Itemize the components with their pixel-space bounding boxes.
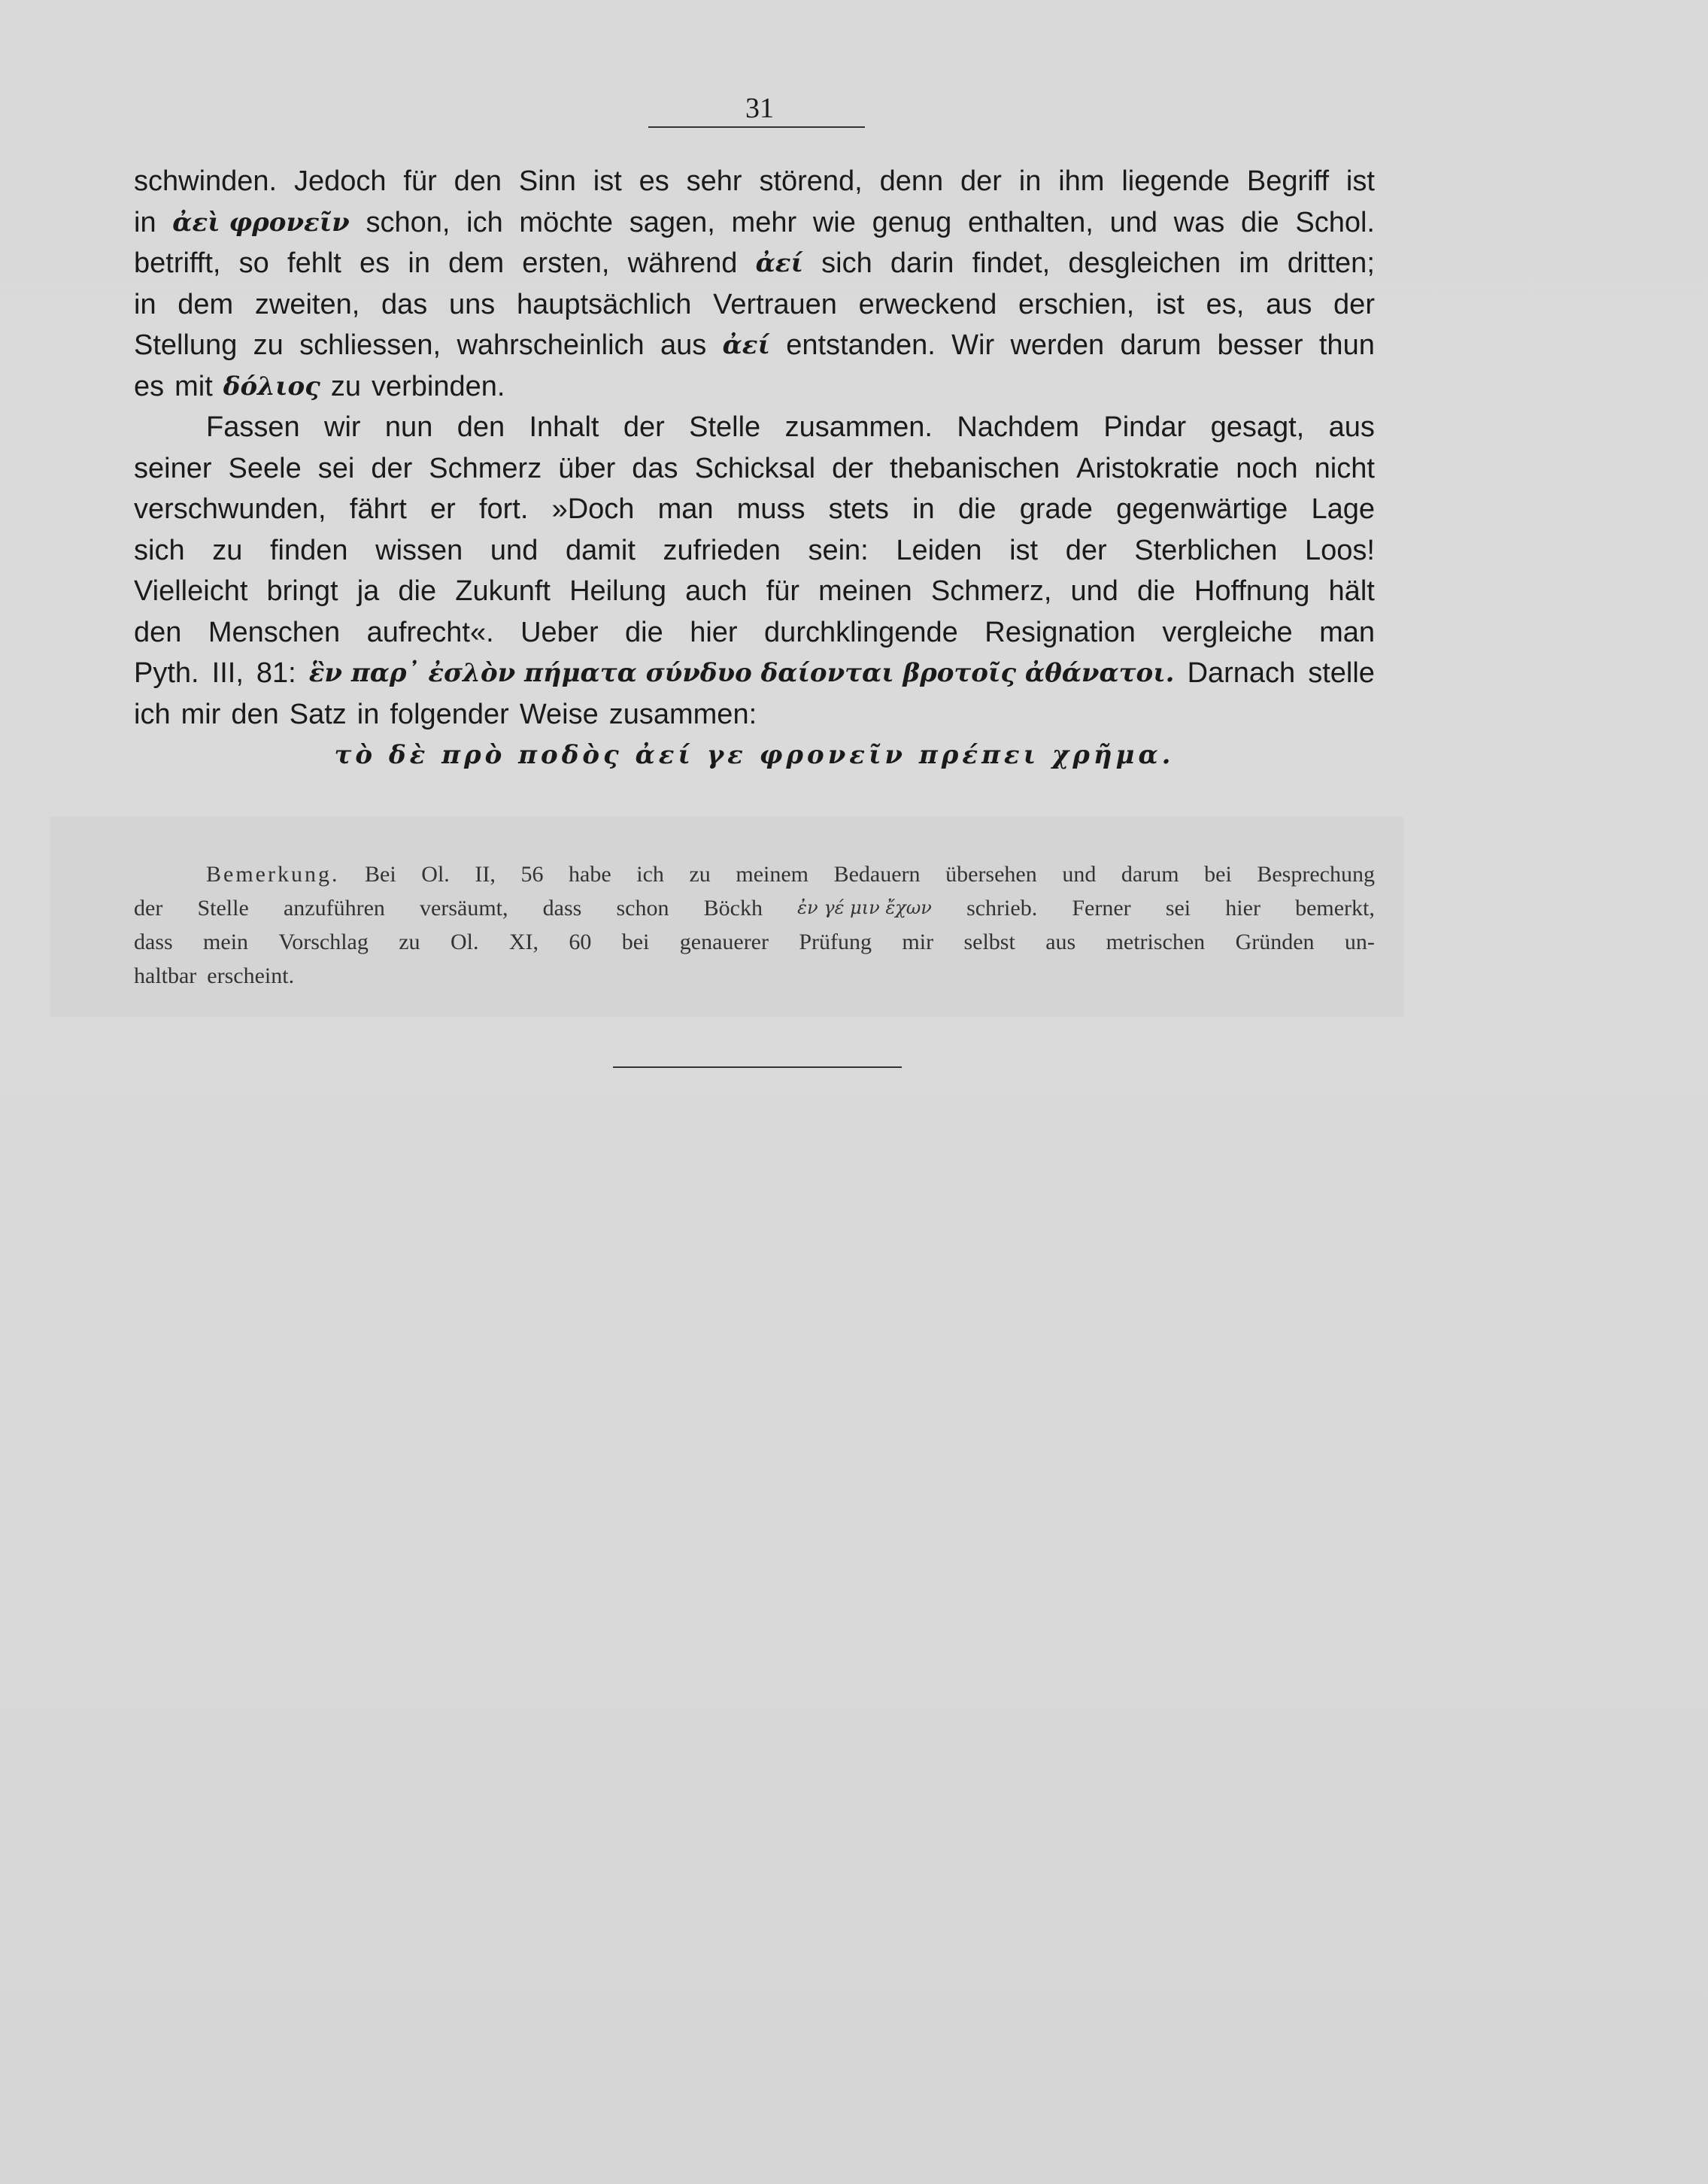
word: Vorschlag xyxy=(278,930,369,954)
word: den xyxy=(231,698,279,730)
word: und xyxy=(1109,206,1157,238)
body-line xyxy=(134,366,1375,408)
word: der xyxy=(1333,288,1375,320)
word: der xyxy=(371,452,413,484)
word: versäumt, xyxy=(420,896,508,921)
word: in xyxy=(408,247,430,279)
word: III, xyxy=(211,657,244,689)
word: die xyxy=(1240,206,1279,238)
word: ich xyxy=(134,698,171,730)
word: Gründen xyxy=(1235,930,1315,954)
word: wissen xyxy=(375,534,463,566)
word: wahrscheinlich xyxy=(457,329,645,361)
word: Stelle xyxy=(197,896,249,921)
word: 60 xyxy=(569,930,592,954)
remark-label: Bemerkung. xyxy=(206,862,340,887)
word: muss xyxy=(736,493,805,525)
word: fehlt xyxy=(287,247,341,279)
word: haltbar xyxy=(134,963,197,988)
word: habe xyxy=(569,862,611,887)
word: hauptsächlich xyxy=(516,288,692,320)
word: Resignation xyxy=(984,616,1136,648)
word: bringt xyxy=(266,575,338,607)
word: Schmerz, xyxy=(930,575,1052,607)
greek-phrase: ἐν γέ μιν ἔχων xyxy=(797,897,932,918)
word: meinen xyxy=(818,575,912,607)
word: fort. xyxy=(478,493,529,525)
word: Zukunft xyxy=(455,575,551,607)
word: Leiden xyxy=(896,534,982,566)
word: man xyxy=(1319,616,1375,648)
word: un- xyxy=(1344,930,1375,954)
word: es xyxy=(639,165,669,197)
word: für xyxy=(403,165,437,197)
word: Ol. xyxy=(450,930,479,954)
word: selbst xyxy=(963,930,1015,954)
body-line xyxy=(134,571,1375,612)
word: Stelle xyxy=(689,411,761,443)
word: uns xyxy=(449,288,496,320)
word: es, xyxy=(1206,288,1245,320)
word: seiner xyxy=(134,452,212,484)
body-line xyxy=(134,407,1375,448)
note-line xyxy=(134,891,1375,925)
word: ich xyxy=(466,206,503,238)
word: damit xyxy=(565,534,636,566)
word: und xyxy=(1070,575,1118,607)
word: es xyxy=(134,370,165,402)
word: Schicksal xyxy=(694,452,816,484)
word: in xyxy=(134,288,156,320)
word: werden xyxy=(1010,329,1105,361)
word: fährt xyxy=(349,493,407,525)
main-text xyxy=(134,161,1375,776)
word: möchte xyxy=(519,206,614,238)
word: Begriff xyxy=(1246,165,1330,197)
word: thebanischen xyxy=(890,452,1060,484)
word: Loos! xyxy=(1305,534,1375,566)
word: der xyxy=(832,452,874,484)
word: das xyxy=(632,452,678,484)
word: noch xyxy=(1236,452,1298,484)
word: Bei xyxy=(365,862,396,887)
word: betrifft, xyxy=(134,247,221,279)
word: schon, xyxy=(366,206,451,238)
word: zusammen. xyxy=(784,411,933,443)
word: ja xyxy=(356,575,380,607)
word: Pindar xyxy=(1103,411,1187,443)
word: in xyxy=(912,493,935,525)
body-line xyxy=(134,284,1375,326)
word: es xyxy=(359,247,390,279)
word: in xyxy=(134,206,156,238)
word: den xyxy=(454,165,502,197)
body-line xyxy=(134,202,1375,244)
word: und xyxy=(1062,862,1097,887)
note-line xyxy=(134,925,1375,959)
word: Bedauern xyxy=(833,862,921,887)
word: ihm xyxy=(1058,165,1105,197)
word: Wir xyxy=(951,329,995,361)
word: nicht xyxy=(1314,452,1375,484)
word: aus xyxy=(660,329,707,361)
word: ersten, xyxy=(522,247,610,279)
word: der xyxy=(1065,534,1107,566)
word: Hoffnung xyxy=(1194,575,1310,607)
word: enthalten, xyxy=(967,206,1094,238)
word: zu xyxy=(399,930,420,954)
note-line xyxy=(134,857,1375,891)
word: sei xyxy=(1165,896,1191,921)
word: mein xyxy=(203,930,249,954)
word: über xyxy=(558,452,616,484)
word: sei xyxy=(317,452,355,484)
word: in xyxy=(1018,165,1042,197)
word: die xyxy=(625,616,663,648)
word: störend, xyxy=(759,165,863,197)
word: meinem xyxy=(736,862,809,887)
word: ich xyxy=(636,862,664,887)
word: anzuführen xyxy=(283,896,385,921)
word: aus xyxy=(1328,411,1375,443)
word: Jedoch xyxy=(293,165,387,197)
word: entstanden. xyxy=(786,329,936,361)
word: Besprechung xyxy=(1257,862,1375,887)
word: hält xyxy=(1328,575,1375,607)
word: zufrieden xyxy=(663,534,781,566)
word: mehr xyxy=(731,206,797,238)
word: erweckend xyxy=(858,288,997,320)
body-line xyxy=(134,243,1375,284)
word: Lage xyxy=(1311,493,1375,525)
word: während xyxy=(627,247,738,279)
word: Böckh xyxy=(703,896,763,921)
word: dem xyxy=(177,288,234,320)
word: gegenwärtige xyxy=(1116,493,1288,525)
word: übersehen xyxy=(945,862,1037,887)
word: desgleichen xyxy=(1068,247,1221,279)
word: Fassen xyxy=(206,411,300,443)
word: Menschen xyxy=(208,616,341,648)
word: wie xyxy=(812,206,856,238)
body-line xyxy=(134,530,1375,572)
word: thun xyxy=(1318,329,1375,361)
word: II, xyxy=(475,862,496,887)
word: sich xyxy=(821,247,872,279)
word: schwinden. xyxy=(134,165,278,197)
word: Aristokratie xyxy=(1076,452,1220,484)
word: zu xyxy=(330,370,361,402)
word: in xyxy=(356,698,380,730)
word: er xyxy=(429,493,456,525)
word: grade xyxy=(1019,493,1093,525)
word: Vertrauen xyxy=(713,288,837,320)
centered-greek-line xyxy=(134,735,1375,776)
word: Seele xyxy=(228,452,302,484)
greek-phrase: ἓν παρ᾽ ἐσλὸν πήματα σύνδυο δαίονται βροτοῖς ἀθάνατοι. xyxy=(308,658,1175,688)
word: sich xyxy=(134,534,185,566)
word: bemerkt, xyxy=(1295,896,1375,921)
word: bei xyxy=(621,930,650,954)
word: und xyxy=(490,534,538,566)
word: 56 xyxy=(520,862,544,887)
word: genauerer xyxy=(679,930,769,954)
word: Stellung xyxy=(134,329,238,361)
word: so xyxy=(238,247,269,279)
word: darum xyxy=(1121,862,1179,887)
word: metrischen xyxy=(1106,930,1206,954)
word: bei xyxy=(1204,862,1232,887)
word: schon xyxy=(616,896,669,921)
word: auch xyxy=(685,575,748,607)
word: denn xyxy=(879,165,944,197)
word: findet, xyxy=(972,247,1051,279)
footnote-remark xyxy=(134,857,1375,993)
word: stets xyxy=(828,493,889,525)
word: hier xyxy=(690,616,738,648)
word: der xyxy=(134,896,163,921)
end-rule xyxy=(613,1066,902,1068)
header-rule xyxy=(648,126,865,128)
word: Nachdem xyxy=(957,411,1079,443)
word: folgender xyxy=(390,698,509,730)
word: Ferner xyxy=(1072,896,1131,921)
greek-phrase: ἀεί xyxy=(722,330,770,360)
word: sehr xyxy=(686,165,742,197)
body-line xyxy=(134,612,1375,654)
word: »Doch xyxy=(551,493,635,525)
word: das xyxy=(381,288,428,320)
word: die xyxy=(957,493,997,525)
body-line xyxy=(134,448,1375,490)
body-line xyxy=(134,325,1375,366)
word: durchklingende xyxy=(764,616,958,648)
word: genug xyxy=(872,206,952,238)
word: wir xyxy=(324,411,361,443)
word: zu xyxy=(689,862,711,887)
word: man xyxy=(657,493,714,525)
word: Vielleicht xyxy=(134,575,248,607)
word: Weise xyxy=(519,698,599,730)
word: den xyxy=(457,411,505,443)
word: Sinn xyxy=(518,165,576,197)
word: erscheint. xyxy=(207,963,295,988)
word: zusammen: xyxy=(608,698,757,730)
word: ist xyxy=(593,165,622,197)
word: dem xyxy=(448,247,505,279)
word: 81: xyxy=(256,657,296,689)
word: der xyxy=(623,411,665,443)
word: die xyxy=(398,575,437,607)
greek-phrase: δόλιος xyxy=(223,371,320,402)
word: Prüfung xyxy=(799,930,872,954)
note-line xyxy=(134,959,1375,993)
word: Satz xyxy=(289,698,347,730)
word: was xyxy=(1173,206,1225,238)
word: zu xyxy=(253,329,284,361)
word: aufrecht«. xyxy=(366,616,494,648)
word: Sterblichen xyxy=(1134,534,1278,566)
word: verschwunden, xyxy=(134,493,326,525)
word: stelle xyxy=(1308,657,1375,689)
word: zweiten, xyxy=(254,288,360,320)
word: finden xyxy=(269,534,348,566)
word: dritten; xyxy=(1287,247,1375,279)
word: besser xyxy=(1217,329,1303,361)
greek-phrase: ἀεὶ φρονεῖν xyxy=(172,207,350,238)
body-line xyxy=(134,694,1375,736)
word: Darnach xyxy=(1187,657,1296,689)
word: liegende xyxy=(1121,165,1230,197)
body-line xyxy=(134,489,1375,530)
word: zu xyxy=(212,534,243,566)
word: aus xyxy=(1266,288,1312,320)
word: nun xyxy=(384,411,433,443)
word: ist xyxy=(1345,165,1375,197)
word: dass xyxy=(542,896,582,921)
word: erschien, xyxy=(1018,288,1135,320)
word: die xyxy=(1137,575,1176,607)
greek-quotation: τὸ δὲ πρὸ ποδὸς ἀεί γε φρονεῖν πρέπει χρῆμα. xyxy=(334,740,1175,770)
word: aus xyxy=(1045,930,1076,954)
word: Pyth. xyxy=(134,657,199,689)
body-line xyxy=(134,161,1375,202)
word: schliessen, xyxy=(299,329,441,361)
word: ist xyxy=(1009,534,1039,566)
word: XI, xyxy=(508,930,538,954)
word: gesagt, xyxy=(1210,411,1305,443)
body-line xyxy=(134,653,1375,694)
word: dass xyxy=(134,930,173,954)
word: sagen, xyxy=(629,206,715,238)
word: im xyxy=(1239,247,1270,279)
word: Ueber xyxy=(520,616,599,648)
greek-phrase: ἀεί xyxy=(755,248,803,278)
word: Ol. xyxy=(421,862,450,887)
word: darin xyxy=(890,247,954,279)
word: mit xyxy=(174,370,213,402)
word: den xyxy=(134,616,182,648)
word: mir xyxy=(902,930,934,954)
word: der xyxy=(960,165,1002,197)
word: Schol. xyxy=(1295,206,1375,238)
word: Heilung xyxy=(569,575,666,607)
word: Inhalt xyxy=(529,411,599,443)
word: verbinden. xyxy=(371,370,505,402)
word: darum xyxy=(1120,329,1202,361)
page-number: 31 xyxy=(745,93,774,124)
word: hier xyxy=(1225,896,1261,921)
word: sein: xyxy=(808,534,869,566)
word: mir xyxy=(181,698,221,730)
word: schrieb. xyxy=(966,896,1038,921)
word: ist xyxy=(1155,288,1185,320)
word: für xyxy=(766,575,799,607)
word: vergleiche xyxy=(1162,616,1293,648)
word: Schmerz xyxy=(429,452,542,484)
